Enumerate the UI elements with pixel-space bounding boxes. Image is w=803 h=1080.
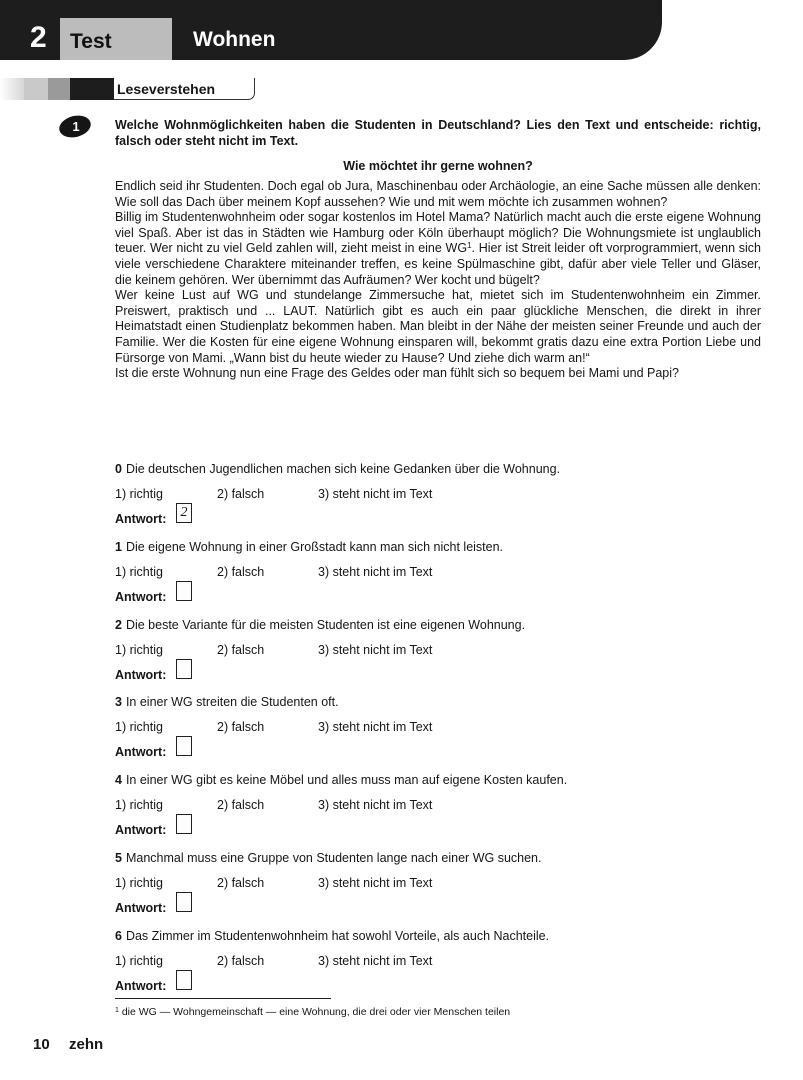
- answer-label: Antwort:: [115, 745, 167, 759]
- reading-paragraph: Ist die erste Wohnung nun eine Frage des Geldes oder man fühlt sich so bequem bei Mami und Papi?: [115, 366, 679, 381]
- option-richtig: 1) richtig: [115, 720, 163, 734]
- unit-number: 2: [30, 21, 47, 54]
- question-number: 6: [115, 929, 122, 943]
- answer-label: Antwort:: [115, 901, 167, 915]
- footnote: [115, 1005, 510, 1019]
- question-number: 0: [115, 462, 122, 476]
- option-falsch: 2) falsch: [217, 643, 265, 657]
- option-falsch: 2) falsch: [217, 876, 265, 890]
- answer-box[interactable]: [176, 892, 192, 912]
- question-text: In einer WG gibt es keine Möbel und alles muss man auf eigene Kosten kaufen.: [125, 773, 568, 787]
- option-richtig: 1) richtig: [115, 876, 163, 890]
- page-number-word: zehn: [69, 1036, 104, 1053]
- decor-strip: [48, 78, 70, 100]
- question-number: 1: [115, 540, 122, 554]
- answer-label: Antwort:: [115, 512, 167, 526]
- decor-strip: [70, 78, 114, 100]
- option-richtig: 1) richtig: [115, 643, 163, 657]
- test-label: Test: [70, 30, 112, 53]
- question-number: 4: [115, 773, 122, 787]
- question-2: [115, 617, 761, 695]
- question-3: [115, 694, 761, 772]
- option-falsch: 2) falsch: [217, 798, 265, 812]
- section-title: Leseverstehen: [117, 81, 216, 97]
- question-statement: [115, 617, 525, 633]
- task-number: 1: [72, 119, 80, 134]
- question-number: 5: [115, 851, 122, 865]
- question-number: 3: [115, 695, 122, 709]
- question-0: [115, 461, 761, 539]
- option-steht-nicht-im-text: 3) steht nicht im Text: [318, 954, 433, 968]
- answer-label: Antwort:: [115, 590, 167, 604]
- question-4: [115, 772, 761, 850]
- answer-box[interactable]: [176, 814, 192, 834]
- option-falsch: 2) falsch: [217, 565, 265, 579]
- answer-box[interactable]: [176, 970, 192, 990]
- reading-paragraph: Wer keine Lust auf WG und stundelange Zimmersuche hat, mietet sich im Studentenwohnheim ein Zimmer. Preiswert, praktisch und ... LAUT. Natürlich gibt es auch ein paar glückliche Menschen, die direkt in ihrer Heimatstadt einen Studienplatz bekommen haben. Man bleibt in der Nähe der meisten seiner Freunde und auch der Familie. Wer die Kosten für eine eigene Wohnung einsparen will, bekommt gratis dazu eine extra Portion Liebe und Fürsorge von Mami. „Wann bist du heute wieder zu Hause? Und ziehe dich warm an!“: [115, 288, 761, 365]
- reading-paragraph: Endlich seid ihr Studenten. Doch egal ob Jura, Maschinenbau oder Archäologie, an eine Sache müssen alle denken: Wie soll das Dach über meinem Kopf aussehen? Wie und mit wem möchte ich zusammen wohnen?: [115, 179, 761, 209]
- question-text: Die eigene Wohnung in einer Großstadt kann man sich nicht leisten.: [125, 540, 504, 554]
- reading-title: Wie möchtet ihr gerne wohnen?: [343, 159, 533, 173]
- question-statement: [115, 772, 567, 788]
- decor-strip: [24, 78, 48, 100]
- task-instruction: Welche Wohnmöglichkeiten haben die Studenten in Deutschland? Lies den Text und entscheide: richtig, falsch oder steht nicht im Text.: [115, 118, 761, 148]
- option-steht-nicht-im-text: 3) steht nicht im Text: [318, 876, 433, 890]
- question-text: Die beste Variante für die meisten Studenten ist eine eigenen Wohnung.: [125, 618, 526, 632]
- option-steht-nicht-im-text: 3) steht nicht im Text: [318, 798, 433, 812]
- reading-paragraph-part: Billig im Studentenwohnheim oder sogar kostenlos im Hotel Mama? Natürlich macht auch die erste eigene Wohnung viel Spaß. Aber ist das in Städten wie Hamburg oder Köln überhaupt möglich? Die Wohnungsmiete ist unglaublich teuer. Wer nicht zu viel Geld zahlen will, zieht meist in eine WG: [115, 210, 761, 256]
- question-text: Manchmal muss eine Gruppe von Studenten lange nach einer WG suchen.: [125, 851, 542, 865]
- question-text: Die deutschen Jugendlichen machen sich keine Gedanken über die Wohnung.: [125, 462, 561, 476]
- question-1: [115, 539, 761, 617]
- option-richtig: 1) richtig: [115, 487, 163, 501]
- option-falsch: 2) falsch: [217, 487, 265, 501]
- answer-box[interactable]: [176, 736, 192, 756]
- option-falsch: 2) falsch: [217, 720, 265, 734]
- option-falsch: 2) falsch: [217, 954, 265, 968]
- question-text: Das Zimmer im Studentenwohnheim hat sowohl Vorteile, als auch Nachteile.: [125, 929, 550, 943]
- option-steht-nicht-im-text: 3) steht nicht im Text: [318, 487, 433, 501]
- question-statement: [115, 694, 339, 710]
- answer-label: Antwort:: [115, 823, 167, 837]
- option-richtig: 1) richtig: [115, 798, 163, 812]
- question-statement: [115, 850, 541, 866]
- question-text: In einer WG streiten die Studenten oft.: [125, 695, 339, 709]
- decor-strip: [0, 78, 24, 100]
- option-steht-nicht-im-text: 3) steht nicht im Text: [318, 565, 433, 579]
- reading-paragraph-part: . Hier ist Streit leider oft vorprogrammiert, wenn sich viele verschiedene Charaktere miteinander treffen, es keine Spülmaschine gibt, dafür aber viele Teller und Gläser, die keinem gehören. Wer übernimmt das Aufräumen? Wer kocht und bügelt?: [115, 241, 762, 287]
- question-number: 2: [115, 618, 122, 632]
- question-statement: [115, 928, 549, 944]
- footnote-text: die WG — Wohngemeinschaft — eine Wohnung, die drei oder vier Menschen teilen: [121, 1006, 511, 1018]
- answer-box[interactable]: [176, 659, 192, 679]
- unit-title: Wohnen: [193, 28, 276, 51]
- question-statement: [115, 461, 560, 477]
- option-richtig: 1) richtig: [115, 565, 163, 579]
- question-statement: [115, 539, 503, 555]
- option-steht-nicht-im-text: 3) steht nicht im Text: [318, 720, 433, 734]
- answer-box[interactable]: [176, 581, 192, 601]
- footnote-ref: 1: [467, 241, 472, 251]
- answer-label: Antwort:: [115, 668, 167, 682]
- footnote-marker: 1: [115, 1007, 119, 1014]
- reading-text: [115, 179, 761, 382]
- footnote-divider: [115, 998, 331, 999]
- answer-box[interactable]: 2: [176, 503, 192, 523]
- question-6: [115, 928, 761, 1006]
- page-number: 10: [33, 1036, 50, 1053]
- reading-paragraph: [115, 210, 761, 288]
- answer-label: Antwort:: [115, 979, 167, 993]
- option-steht-nicht-im-text: 3) steht nicht im Text: [318, 643, 433, 657]
- question-5: [115, 850, 761, 928]
- option-richtig: 1) richtig: [115, 954, 163, 968]
